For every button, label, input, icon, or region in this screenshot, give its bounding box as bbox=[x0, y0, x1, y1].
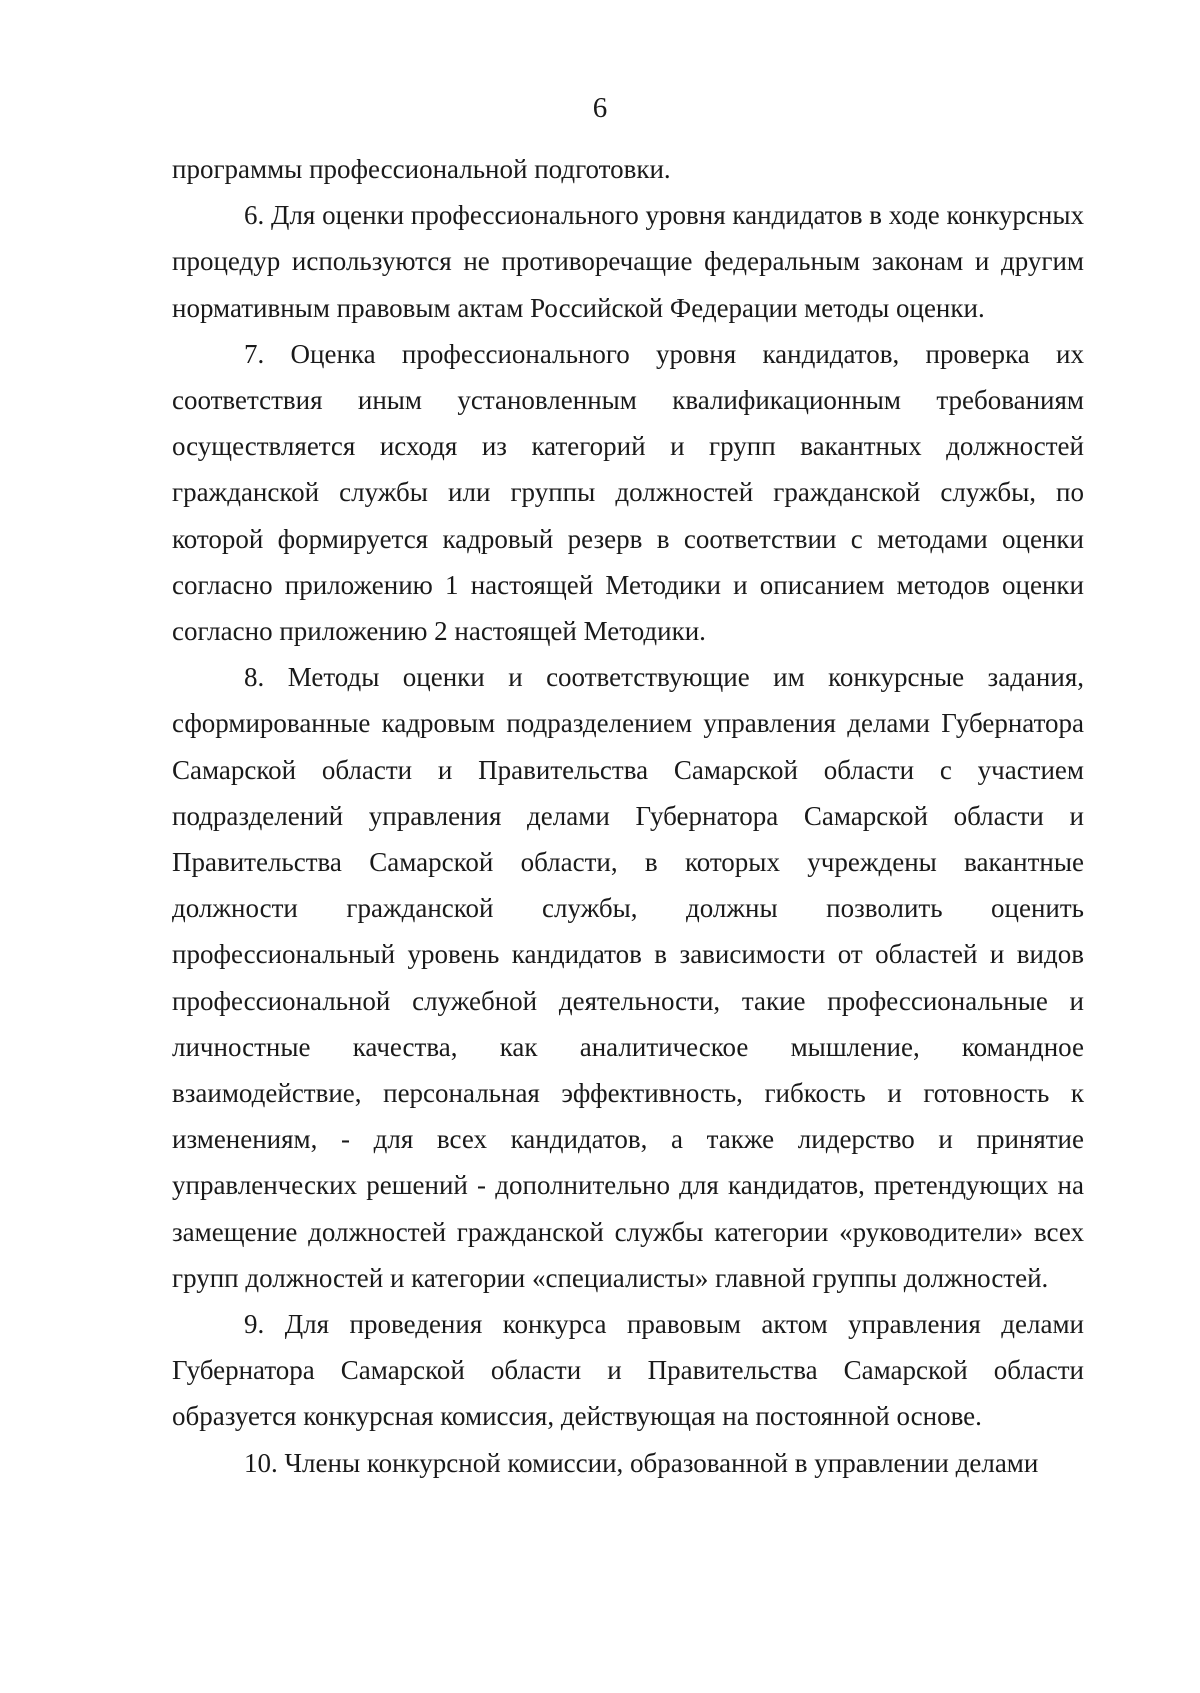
paragraph-9: 9. Для проведения конкурса правовым актом управления делами Губернатора Самарской области и Правительства Самарской области образуется конкурсная комиссия, действующая на постоянной основе. bbox=[172, 1309, 1084, 1432]
paragraph-10: 10. Члены конкурсной комиссии, образованной в управлении делами bbox=[244, 1447, 1039, 1478]
document-body bbox=[172, 146, 1084, 1486]
page-number: 6 bbox=[592, 92, 608, 124]
paragraph-7: 7. Оценка профессионального уровня кандидатов, проверка их соответствия иным установленным квалификационным требованиям осуществляется исходя из категорий и групп вакантных должностей гражданской службы или группы должностей гражданской службы, по которой формируется кадровый резерв в соответствии с методами оценки согласно приложению 1 настоящей Методики и описанием методов оценки согласно приложению 2 настоящей Методики. bbox=[172, 338, 1084, 647]
paragraph-8: 8. Методы оценки и соответствующие им конкурсные задания, сформированные кадровым подразделением управления делами Губернатора Самарской области и Правительства Самарской области с участием подразделений управления делами Губернатора Самарской области и Правительства Самарской области, в которых учреждены вакантные должности гражданской службы, должны позволить оценить профессиональный уровень кандидатов в зависимости от областей и видов профессиональной служебной деятельности, такие профессиональные и личностные качества, как аналитическое мышление, командное взаимодействие, персональная эффективность, гибкость и готовность к изменениям, - для всех кандидатов, а также лидерство и принятие управленческих решений - дополнительно для кандидатов, претендующих на замещение должностей гражданской службы категории «руководители» всех групп должностей и категории «специалисты» главной группы должностей. bbox=[172, 662, 1084, 1293]
paragraph-6: 6. Для оценки профессионального уровня кандидатов в ходе конкурсных процедур используются не противоречащие федеральным законам и другим нормативным правовым актам Российской Федерации методы оценки. bbox=[172, 200, 1084, 323]
paragraph-continuation: программы профессиональной подготовки. bbox=[172, 154, 671, 184]
